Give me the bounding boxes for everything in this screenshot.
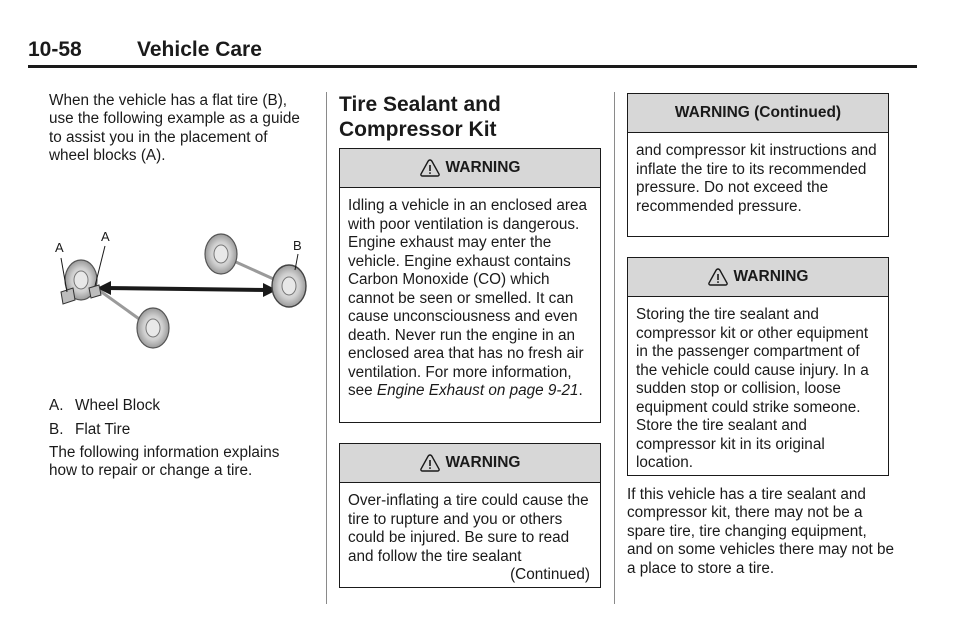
page-header [0,38,960,68]
caption-text: Flat Tire [75,421,131,438]
warning-box-exhaust [339,148,601,423]
warning-icon [420,454,440,472]
wheel-block-illustration [49,228,314,358]
front-right-hub [146,319,160,337]
page-number: 10-58 [28,38,82,61]
continued-label: (Continued) [510,566,590,583]
column-divider-2 [614,92,615,604]
caption-text: Wheel Block [75,397,161,414]
label-b: B [293,238,302,253]
label-a1: A [55,240,64,255]
leader-a2 [95,246,105,286]
warning-text: Idling a vehicle in an enclosed area with poor ventilation is dangerous. Engine exhaust may enter the vehicle. Engine exhaust contains Carbon Monoxide (CO) which cannot be seen or smelled. It can cause unconsciousness and even death. Never run the engine in an enclosed area that has no fresh air ventilation. For more information, see [348,197,587,399]
warning-body [340,483,600,585]
column-divider-1 [326,92,327,604]
header-rule [28,65,917,68]
caption-letter: A. [49,397,64,414]
distance-arrow [104,288,269,290]
wheel-block-a1 [61,288,75,304]
warning-title: WARNING [445,159,521,176]
warning-text-end: . [578,382,583,399]
warning-header [628,258,888,297]
caption-item [49,397,160,415]
warning-title: WARNING [733,268,809,285]
warning-header [628,94,888,133]
warning-title: WARNING [445,454,521,471]
closing-paragraph: The following information explains how to repair or change a tire. [49,444,280,480]
label-a2: A [101,229,110,244]
warning-box-overinflation [339,443,601,588]
column-1 [49,92,309,166]
rear-left-hub [214,245,228,263]
warning-box-storage [627,257,889,476]
section-title: Vehicle Care [137,38,262,61]
warning-body [628,133,888,216]
cross-reference-link[interactable]: Engine Exhaust on page 9-21 [376,382,579,399]
kit-note-paragraph: If this vehicle has a tire sealant and compressor kit, there may not be a spare tire, tire changing equipment, and on some vehicles there may not be a place to store a tire. [627,486,895,577]
warning-icon [420,159,440,177]
caption-item [49,421,130,439]
intro-paragraph: When the vehicle has a flat tire (B), use the following example as a guide to assist you in the placement of wheel blocks (A). [49,92,300,165]
wheel-block-a2 [89,285,101,298]
warning-body [628,297,888,473]
warning-text: Storing the tire sealant and compressor kit or other equipment in the passenger compartment of the vehicle could cause injury. In a sudden stop or collision, loose equipment could strike someone. Store the tire sealant and compressor kit in its original location. [636,306,869,471]
warning-header [340,444,600,483]
warning-text: and compressor kit instructions and inflate the tire to its recommended pressure. Do not exceed the recommended pressure. [636,142,877,215]
warning-icon [708,268,728,286]
warning-header [340,149,600,188]
warning-text: Over-inflating a tire could cause the tire to rupture and you or others could be injured. Be sure to read and follow the tire sealant [348,492,589,565]
warning-title: WARNING (Continued) [674,104,842,121]
warning-box-continued [627,93,889,237]
vehicle-axle-diagram [49,228,314,358]
front-left-hub [74,271,88,289]
warning-body [340,188,600,401]
flat-tire-hub [282,277,296,295]
section-heading: Tire Sealant and Compressor Kit [339,93,501,141]
caption-letter: B. [49,421,64,438]
